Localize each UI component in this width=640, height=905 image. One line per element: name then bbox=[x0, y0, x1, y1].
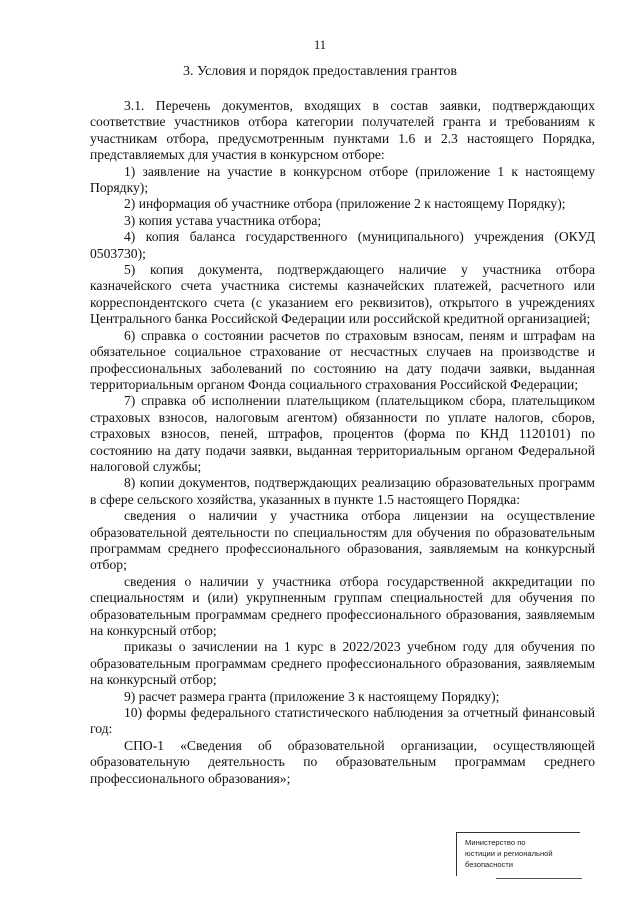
stamp-line: безопасности bbox=[465, 860, 514, 869]
page-number: 11 bbox=[313, 38, 327, 52]
paragraph: 3.1. Перечень документов, входящих в состав заявки, подтверждающих соответствие участников отбора категории получателей гранта и требованиям к участникам отбора, предусмотренным пунктами 1.6 и 2.3 настоящего Порядка, представляемых для участия в конкурсном отборе: bbox=[90, 98, 595, 163]
document-body bbox=[90, 98, 595, 787]
paragraph: сведения о наличии у участника отбора лицензии на осуществление образовательной деятельности по специальностям для обучения по образовательным программам среднего профессионального образования, заявляемым на конкурсный отбор; bbox=[90, 508, 595, 573]
paragraph: 10) формы федерального статистического наблюдения за отчетный финансовый год: bbox=[90, 705, 595, 737]
paragraph: 2) информация об участнике отбора (приложение 2 к настоящему Порядку); bbox=[124, 196, 566, 212]
stamp-underline bbox=[496, 878, 582, 879]
paragraph: 7) справка об исполнении плательщиком (плательщиком сбора, плательщиком страховых взносов, налоговым агентом) обязанности по уплате налогов, сборов, страховых взносов, пеней, штрафов, процентов (форма по КНД 1120101) по состоянию на дату подачи заявки, выданная территориальным органом Федеральной налоговой службы; bbox=[90, 393, 595, 474]
paragraph: 8) копии документов, подтверждающих реализацию образовательных программ в сфере сельского хозяйства, указанных в пункте 1.5 настоящего Порядка: bbox=[90, 475, 595, 507]
paragraph: 5) копия документа, подтверждающего наличие у участника отбора казначейского счета участника системы казначейских платежей, расчетного или корреспондентского счета (с указанием его реквизитов), открытого в учреждениях Центрального банка Российской Федерации или российской кредитной организацией; bbox=[90, 262, 595, 327]
paragraph: 3) копия устава участника отбора; bbox=[124, 212, 322, 228]
paragraph: 9) расчет размера гранта (приложение 3 к настоящему Порядку); bbox=[124, 688, 500, 704]
section-heading: 3. Условия и порядок предоставления грантов bbox=[182, 64, 458, 79]
paragraph: СПО-1 «Сведения об образовательной организации, осуществляющей образовательную деятельность по образовательным программам среднего профессионального образования»; bbox=[90, 737, 595, 786]
paragraph: 1) заявление на участие в конкурсном отборе (приложение 1 к настоящему Порядку); bbox=[90, 163, 595, 196]
ministry-stamp bbox=[456, 832, 580, 876]
paragraph: приказы о зачислении на 1 курс в 2022/2023 учебном году для обучения по образовательным программам среднего профессионального образования, заявляемым на конкурсный отбор; bbox=[90, 639, 595, 688]
paragraph: сведения о наличии у участника отбора государственной аккредитации по специальностям и (или) укрупненным группам специальностей для обучения по образовательным программам среднего профессионального образования, заявляемым на конкурсный отбор; bbox=[90, 573, 595, 638]
paragraph: 4) копия баланса государственного (муниципального) учреждения (ОКУД 0503730); bbox=[90, 229, 595, 261]
stamp-line: Министерство по bbox=[465, 838, 526, 847]
paragraph: 6) справка о состоянии расчетов по страховым взносам, пеням и штрафам на обязательное социальное страхование от несчастных случаев на производстве и профессиональных заболеваний по состоянию на дату подачи заявки, выданная территориальным органом Фонда социального страхования Российской Федерации; bbox=[90, 327, 595, 392]
stamp-line: юстиции и региональной bbox=[465, 849, 553, 858]
